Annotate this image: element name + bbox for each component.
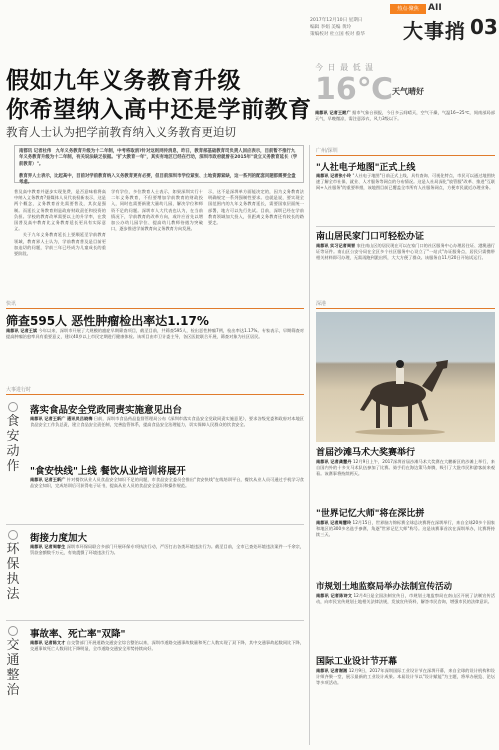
big-item1-body — [30, 416, 304, 460]
brand-badge — [390, 4, 426, 14]
proof-line: 策编校对 杜立国 校对 蔡华 — [310, 32, 365, 37]
editors-line: 编辑 李娟 美编 黄玲 — [310, 25, 352, 30]
big-item3-text: 深圳市环保局联合多部门开展环保专项执法行动，严厉打击各类环境违法行为。截至目前，全市已查处环境违法案件一千余宗，罚款金额数千万元，有效震慑了环境违法行为。 — [30, 544, 304, 556]
page-number: 03 — [470, 15, 498, 39]
right-lower-item3-body — [316, 593, 495, 649]
traffic-icon — [8, 626, 18, 636]
right-lower-section-rule — [316, 308, 495, 309]
right-item2-title: 南山居民家门口可轻松办证 — [316, 232, 425, 242]
vertical-divider — [309, 145, 310, 745]
food-safety-icon — [8, 402, 18, 412]
headline-line-2: 你希望纳入高中还是学前教育 — [6, 97, 312, 123]
big-item4-lead: 南都讯 记者陈文才 — [30, 640, 66, 645]
page-letter: II — [434, 3, 442, 13]
big-item1-lead: 南都讯 记者王新广 通讯员吕晓梅 — [30, 416, 93, 421]
right-item1-text: "人社电子地图"日前正式上线，具有查询、可视化特点，市民可以通过地图快速了解全市社保、就业、人才服务等网点的分布情况。这是人社局深化"放管服"改革、推进"互联网+人社服务"的重要举措，该地图目前已覆盖全市所有人社服务网点，方便市民就近办理业务。 — [316, 173, 495, 191]
big-item2-text: 针对餐饮从业人员食品安全知识不足的问题，市食品安全委员会推出"食安快线"在线培训平台，餐饮从业人员可通过手机学习食品安全知识，完成培训后可获得电子证书，提高从业人员的食品安全意识和操作规范。 — [30, 477, 304, 489]
right-lower-item3-title: 市规划土地监察局举办法制宣传活动 — [316, 582, 453, 592]
article-column-3: 示，这不是深圳单方面能决定的，因为义务教育法明确规定一系列强制性要求。也就是说，要实现全国范围内的九年义务教育延长，需要国家层面统一部署，地方可以先行先试。目前，深圳已经在学前教育领域加大投入，但距离义务教育还有较长的路要走。 — [208, 189, 304, 226]
section-title: 大事捎 — [403, 19, 466, 43]
right-lower-item3-lead: 南都讯 记者陈诗文 — [316, 593, 353, 598]
right-lower-item4-text: 12月9日，2017年深圳国际工业设计节在深圳开幕，来自全球的设计机构和设计师齐聚一堂，展示最新的工业设计成果。本届设计节以"设计赋能"为主题，将举办展览、论坛等多项活动。 — [316, 668, 495, 686]
right-section-label: 广州/深圳 — [316, 148, 338, 154]
horse-silhouette-icon — [316, 312, 495, 442]
right-item2-lead: 南都讯 实习记者周晋 — [316, 243, 356, 248]
right-lower-section-label: 深港 — [316, 301, 327, 307]
lead-box — [14, 145, 304, 186]
big-item3-body — [30, 544, 304, 604]
article-column-2: 学有学位，多位教育人士表示，如果深圳实行十二年义务教育，不但要增加学前教育的财政投入，同时也需要新建大量幼儿园，解决学位和师资不足的问题。深圳市人大代表也认为，在当前情况下，学前教育的改革方向，或许应首先以增加公办幼儿园学位、提高幼儿教师待遇为突破口，逐步推进学前教育向义务教育方向发展。 — [111, 189, 203, 232]
right-lower-item1-body — [316, 459, 495, 503]
right-lower-item2-body — [316, 520, 495, 576]
weather-text: 据市气象台预报，今日多云间晴天，空气干燥，气温16~25℃，间南部局部天气，早晚微凉，需注意添衣，风力3级以下。 — [315, 110, 495, 122]
brief-section-label: 快讯 — [6, 301, 17, 307]
right-lower-item2-text: 12月15日，世界脑力锦标赛全球总决赛将在深圳举行，来自全球20多个国家和地区的300多名选手参赛，角逐"世界记忆大师"称号。这是该赛事首次在深圳举办，比赛将持续三天。 — [316, 520, 495, 538]
brief-lead: 南都讯 记者王斌 — [6, 328, 38, 333]
big-item3-title: 街接力度加大 — [30, 533, 88, 544]
weather-lead: 南都讯 记者王耐广 — [315, 110, 351, 115]
right-lower-item2-title: "世界记忆大师"将在深比拼 — [316, 509, 425, 519]
traffic-vertical-label: 交通整治 — [6, 638, 20, 698]
brief-body — [6, 328, 304, 380]
big-item1-title: 落实食品安全党政同责实施意见出台 — [30, 405, 183, 416]
right-item2-body — [316, 243, 495, 293]
lead-box-text-2: 教育界人士表示，比起高中，目前对学前教育纳入义务教育更有必要，但目前深圳市学位紧张、土地资源紧缺，这一系列的配套问题都需要全盘考虑。 — [19, 174, 296, 186]
right-lower-item1-text: 12月9日上午，2017深圳首届沙滩马术大奖赛在大鹏新区的沙滩上举行，来自国内外的十多支马术队伍参加了比赛。骑手们在海边策马奔腾，吸引了大批市民和游客前来观看。该赛事将持续两天。 — [316, 459, 495, 477]
right-item1-title: "人社电子地图"正式上线 — [316, 163, 416, 173]
right-lower-item2-lead: 南都讯 记者周慧玲 — [316, 520, 352, 525]
right-item1-body — [316, 173, 495, 223]
big-events-section-rule — [6, 394, 304, 395]
right-lower-item1-lead: 南都讯 记者龚慧丹 — [316, 459, 352, 464]
weather-box — [315, 62, 495, 142]
big-item2-lead: 南都讯 记者王新广 — [30, 477, 66, 482]
right-section-rule — [316, 155, 495, 156]
big-events-divider-1 — [6, 524, 304, 525]
lead-box-text: 南都讯 记者杜伟 九年义务教育升级为十二年制，中考将取消?针对这则网传消息，昨日，教育部基础教育司负责人回应表示，目前暂不推行九年义务教育升级为十二年制，有关说法缺乏依据。"扩大教育一年"，其实有地区已经在行动，深圳市政府就曾在2015年"设立义务教育延长（学前教育）"。 — [19, 149, 298, 167]
food-safety-vertical-label: 食安动作 — [6, 414, 20, 474]
big-item2-title: "食安快线"上线 餐饮从业培训将展开 — [30, 466, 186, 477]
weather-temperature: 16℃ — [315, 72, 394, 107]
environment-icon — [8, 530, 18, 540]
environment-vertical-label: 环保执法 — [6, 542, 20, 602]
horse-race-photo — [316, 312, 495, 442]
right-item2-text: 家住南山区的居民现在可以在家门口的社区服务中心办理居住证、港澳通行证等证件。南山区公安分局在全区多个社区服务中心设立了"一站式"办证服务点，居民只需携带相关材料即可办理，无需再跑到派出所，大大方便了群众。该服务自11月20日开始试运行。 — [316, 243, 495, 261]
right-lower-item4-body — [316, 668, 495, 744]
big-item4-body — [30, 640, 304, 680]
weather-body — [315, 110, 495, 136]
date-line: 2017年12月10日 星期日 — [310, 18, 363, 23]
brief-section-rule — [6, 308, 304, 309]
header-bar — [0, 0, 499, 62]
right-lower-item3-text: 12月4日是全国法制宣传日，市规划土地监察局在南山区开展了法制宣传活动，向市民宣传规划土地相关法律法规，发放宣传资料，解答市民咨询，增强市民的法律意识。 — [316, 593, 495, 605]
right-lower-item1-title: 首届沙滩马术大奖赛举行 — [316, 448, 416, 458]
right-divider-1 — [316, 226, 495, 227]
brand-badge-text: 热点·聚焦 — [397, 6, 419, 12]
big-events-divider-2 — [6, 620, 304, 621]
right-lower-item4-lead: 南都讯 记者谢湘 — [316, 668, 348, 673]
weather-label-row: 今 日 最 低 温 — [315, 63, 375, 72]
brand-mark-letter: A — [428, 3, 435, 13]
big-item4-text: 自交警部门开展道路交通安全综合整治以来，深圳市道路交通事故数量和死亡人数实现了双下降，其中交通事故起数同比下降，交通事故死亡人数同比下降明显，全市道路交通安全形势持续向好。 — [30, 640, 304, 652]
article-column-1: 普及高中教育并逐步实现免费，是否意味着将高中纳入义务教育?据媒体人员代表权新表示，这是两个概念，义务教育首先需要普及，其次是强制。而延长义务教育则是政府财政责任和投资的负担。学校的教育改革需要以上的升学率，在我国普及高中教育比义务教育延长更具有实际意义。 关于九年义务教育延长上要顺延至学前教育领域，教育界人士认为，学前教育普及是目前更加迫切的问题，学前三年已经成为儿童成长的重要阶段。 — [14, 189, 106, 257]
weather-note: 天气晴好 — [392, 87, 424, 96]
big-item3-lead: 南都讯 记者周春生 — [30, 544, 66, 549]
brand-mark — [428, 3, 442, 13]
right-lower-item4-title: 国际工业设计节开幕 — [316, 657, 398, 667]
right-item1-lead: 南都讯 记者张小玲 — [316, 173, 352, 178]
brief-text: 今年以来，深圳市开展了大规模的癌症早期筛查项目，截至目前，共筛查595人，检出恶性肿瘤7例，检出率达1.17%。专家表示，早期筛查对提高肿瘤治愈率具有重要意义，建议40岁以上市民定期进行健康体检。该项目由市卫计委主导，各区医院联合开展，筛查对象为社区居民。 — [6, 328, 304, 340]
big-item2-body — [30, 477, 304, 517]
big-events-section-label: 大事进行时 — [6, 387, 32, 393]
brief-title: 筛查595人 恶性肿瘤检出率达1.17% — [6, 314, 209, 328]
subheadline: 教育人士认为把学前教育纳入义务教育更迫切 — [6, 125, 236, 139]
big-item1-text: 日前，深圳市食品药品监督管理局公布《深圳市落实食品安全党政同责实施意见》，要求各级党委和政府对本地区食品安全工作负总责，建立食品安全责任制，完善监管体系，提高食品安全治理能力，切实保障人民群众的饮食安全。 — [30, 416, 304, 428]
headline-line-1: 假如九年义务教育升级 — [6, 68, 241, 94]
big-item4-title: 事故率、死亡率"双降" — [30, 629, 126, 640]
